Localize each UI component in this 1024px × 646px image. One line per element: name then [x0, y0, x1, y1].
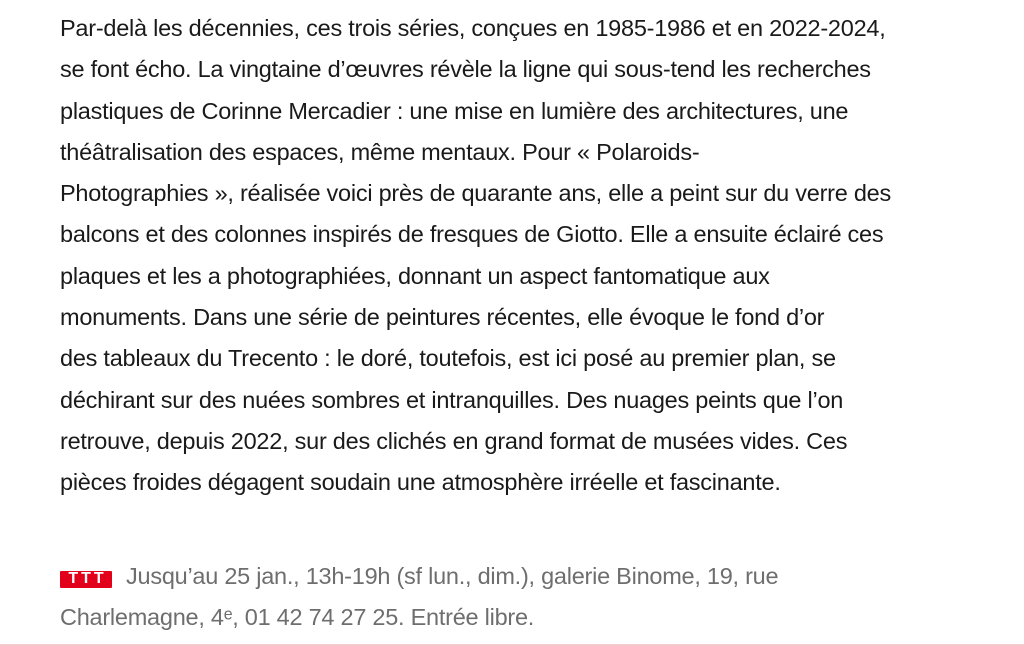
article-line: balcons et des colonnes inspirés de fresques de Giotto. Elle a ensuite éclairé ces: [60, 221, 884, 248]
article-line: se font écho. La vingtaine d’œuvres révèle la ligne qui sous-tend les recherches: [60, 56, 871, 83]
exhibition-info: [60, 556, 990, 639]
article-line: pièces froides dégagent soudain une atmosphère irréelle et fascinante.: [60, 469, 781, 496]
article-line: des tableaux du Trecento : le doré, toutefois, est ici posé au premier plan, se: [60, 345, 836, 372]
article-line: Par-delà les décennies, ces trois séries, conçues en 1985-1986 et en 2022-2024,: [60, 15, 886, 41]
ttt-rating-badge: T T T: [60, 571, 112, 588]
article-line: plaques et les a photographiées, donnant un aspect fantomatique aux: [60, 262, 770, 289]
article-line: déchirant sur des nuées sombres et intranquilles. Des nuages peints que l’on: [60, 386, 844, 413]
article-body: [60, 8, 990, 504]
exhibition-address-phone: Charlemagne, 4ᵉ, 01 42 74 27 25. Entrée libre.: [60, 604, 535, 631]
article-line: plastiques de Corinne Mercadier : une mise en lumière des architectures, une: [60, 97, 849, 124]
exhibition-info-line-1: [60, 556, 990, 597]
article-line: monuments. Dans une série de peintures récentes, elle évoque le fond d’or: [60, 304, 825, 331]
article-line: Photographies », réalisée voici près de quarante ans, elle a peint sur du verre des: [60, 180, 891, 207]
exhibition-dates-address: Jusqu’au 25 jan., 13h-19h (sf lun., dim.), galerie Binome, 19, rue: [126, 563, 779, 589]
article-line: théâtralisation des espaces, même mentaux. Pour « Polaroids-: [60, 138, 700, 165]
article-line: retrouve, depuis 2022, sur des clichés en grand format de musées vides. Ces: [60, 427, 848, 454]
